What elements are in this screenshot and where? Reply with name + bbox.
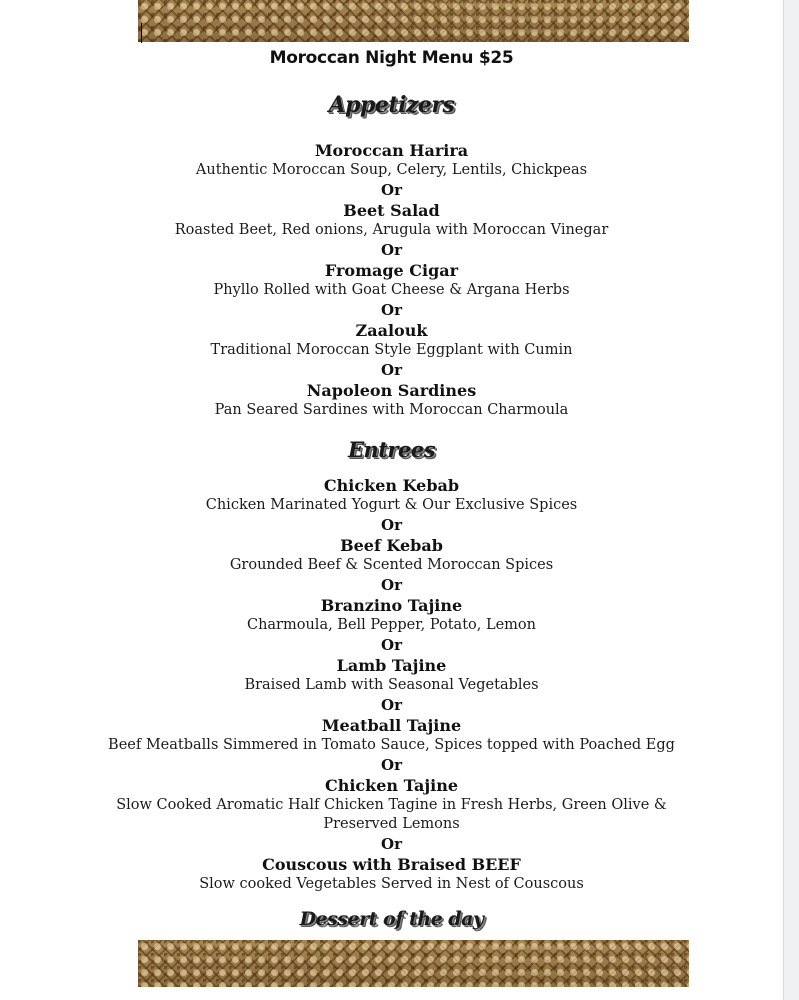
dish-description: Roasted Beet, Red onions, Arugula with Moroccan Vinegar [174,222,609,238]
bottom-decorative-banner [138,940,689,987]
dish-name: Fromage Cigar [324,261,459,280]
dish-name: Napoleon Sardines [306,381,477,400]
appetizers-list [0,141,783,420]
dish-name: Branzino Tajine [320,596,463,615]
or-separator: Or [381,756,402,774]
dish-description: Grounded Beef & Scented Moroccan Spices [229,557,554,573]
entrees-list [0,476,783,894]
dish-name: Couscous with Braised BEEF [262,855,521,874]
or-separator: Or [381,241,402,259]
dish-description: Phyllo Rolled with Goat Cheese & Argana Herbs [213,282,570,298]
dish-description: Authentic Moroccan Soup, Celery, Lentils, Chickpeas [195,162,588,178]
dish-description: Slow cooked Vegetables Served in Nest of Couscous [199,876,584,892]
top-decorative-banner [138,0,689,42]
dish-name: Moroccan Harira [314,141,469,160]
dish-name: Chicken Kebab [323,476,460,495]
dish-description: Braised Lamb with Seasonal Vegetables [244,677,539,693]
or-separator: Or [381,636,402,654]
dish-description: Beef Meatballs Simmered in Tomato Sauce, Spices topped with Poached Egg [108,737,675,753]
dish-description: Pan Seared Sardines with Moroccan Charmoula [214,402,569,418]
dish-description: Slow Cooked Aromatic Half Chicken Tagine in Fresh Herbs, Green Olive & Preserved Lemons [116,797,667,832]
dish-name: Beet Salad [343,201,440,220]
dish-description: Chicken Marinated Yogurt & Our Exclusive Spices [205,497,578,513]
dish-name: Lamb Tajine [336,656,447,675]
appetizers-heading: Appetizers [328,92,455,118]
dish-description: Charmoula, Bell Pepper, Potato, Lemon [246,617,536,633]
dish-name: Beef Kebab [340,536,443,555]
or-separator: Or [381,181,402,199]
dish-name: Meatball Tajine [321,716,462,735]
or-separator: Or [381,576,402,594]
or-separator: Or [381,696,402,714]
or-separator: Or [381,516,402,534]
or-separator: Or [381,361,402,379]
text-cursor [141,23,142,43]
or-separator: Or [381,301,402,319]
dessert-heading: Dessert of the day [299,908,484,930]
dish-name: Chicken Tajine [324,776,459,795]
or-separator: Or [381,835,402,853]
menu-title: Moroccan Night Menu $25 [269,48,514,68]
entrees-heading: Entrees [347,437,436,462]
dish-name: Zaalouk [355,321,428,340]
dish-description: Traditional Moroccan Style Eggplant with Cumin [210,342,573,358]
